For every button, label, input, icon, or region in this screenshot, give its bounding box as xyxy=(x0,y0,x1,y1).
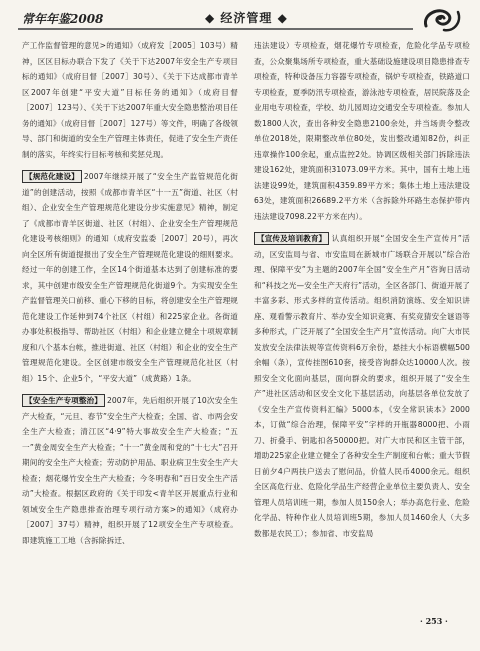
section-publicity-training xyxy=(254,231,470,541)
left-column xyxy=(22,38,238,548)
page-number: · 253 · xyxy=(420,616,448,626)
header-rule xyxy=(18,28,413,30)
right-paragraph-1: 违法建设）专项检查，烟花爆竹专项检查，危险化学品专项检查，公众聚集场所专项检查，重大基础设施建设项目隐患排查专项检查，特种设备压力容器专项检查，锅炉专项检查，铁路道口专项检查，夏季防汛专项检查，游泳池专项检查，居民院落及企业用电专项检查，学校、幼儿园周边交通安全专项检查。参加人数1800人次，查出各种安全隐患2100余处，并当场责令整改单位2018处，限期整改单位80处，发出整改通知82份，纠正违章操作100余起，重点监控2处。协调区级相关部门拆除违法建设162处，建筑面积31073.09平方米。其中，国有土地上违法建设99处，建筑面积4359.89平方米；集体土地上违法建设63处，建筑面积26689.2平方米（含拆除外环路生态保护带内违法建设7098.22平方米在内）。 xyxy=(254,41,470,221)
swirl-logo-icon xyxy=(420,4,464,34)
section-special-rectification-body: 2007年，先后组织开展了10次安全生产大检查，“元旦、春节”安全生产大检查；全国、省、市两会安全生产大检查；清江区“4·9”特大事故安全生产大检查；“五一”黄金周安全生产大检查；“十一”黄金周和党的“十七大”召开期间的安全生产大检查；劳动防护用品、职业病卫生安全生产大检查；烟花爆竹安全生产大检查；今冬明春和“百日安全生产活动”大检查。根据区政府的《关于印发<青羊区开展重点行业和领域安全生产隐患排查治理专项行动方案>的通知》（成府办［2007］37号）精神，组织开展了12项安全生产专项检查。即建筑施工工地（含拆除拆迁、 xyxy=(22,396,238,545)
right-column xyxy=(254,38,470,541)
yearbook-title: 常年年鉴2008 xyxy=(22,12,104,26)
section-special-rectification xyxy=(22,393,238,548)
section-standardization-title: 【规范化建设】 xyxy=(22,170,82,183)
section-publicity-training-title: 【宣传及培训教育】 xyxy=(254,232,329,245)
section-standardization xyxy=(22,169,238,386)
left-paragraph-1: 产工作监督管理的意见>的通知》（成府发［2005］103号）精神，区区目标办联合下发了《关于下达2007年安全生产专项目标的通知》（成府目督［2007］30号）、《关于下达成都市青羊区2007年创建“平安大道”目标任务的通知》（成府目督［2007］123号）、《关于下达2007年重大安全隐患整治项目任务的通知》（成府目督［2007］127号）等文件，明确了各级领导、部门和街道的安全生产管理主体责任，促进了安全生产责任制的落实，年终实行目标考核和奖惩兑现。 xyxy=(22,41,238,159)
page-header xyxy=(0,0,480,36)
section-publicity-training-body: 认真组织开展“全国安全生产宣传月”活动，区安监局与省、市安监局在新城市广场联合开展以“综合治理、保障平安”为主题的2007年全国“安全生产月”咨询日活动和“科技之光—安全生产天府行”活动，全区各部门、街道开展了丰富多彩、形式多样的宣传活动。组织消防演练、安全知识讲座、观看警示教育片、举办安全知识竞赛、有奖竞猜安全谜语等多种形式，广泛开展了“全国安全生产月”宣传活动。向广大市民发放安全法律法规等宣传资料6万余份，悬挂大小标语横幅500余幅（条），宣传挂图610套，接受咨询群众达10000人次。按照安全文化面向基层，面向群众的要求，组织开展了“安全生产”进社区活动和区安全文化下基层活动，向基层各单位发放了《安全生产宣传资料汇编》5000本，《安全常识读本》2000本，订做“综合治理，保障平安”字样的开瓶器8000把、小雨刀、折叠手、钥匙扣各50000把。对广大市民和区主管干部，增助225家企业建立健全了各种安全生产制度和台帐；重大节假日前夕4户两扶户送去了慰问品，价值人民币4000余元。组织全区高危行业、危险化学品生产经营企业单位主要负责人、安全管理人员培训班一期，参加人员150余人；举办高危行业、危险化学品、特种作业人员培训班5期，参加人员1460余人（大多数都是农民工）；参加省、市安监局 xyxy=(254,234,470,538)
section-title: ◆ 经济管理 ◆ xyxy=(205,11,288,25)
section-standardization-body: 2007年继续开展了“安全生产监管规范化街道”的创建活动，按照《成都市青羊区“十一五”街道、社区（村组）、企业安全生产管理规范化建设分步实施意见》精神，制定了《成都市青羊区街道、社区（村组）、企业安全生产管理规范化建设考核细则》的通知（成府安监委［2007］20号），再次向全区所有街道提报出了安全生产管理规范化建设的细则要求。经过一年的创建工作，全区14个街道基本达到了创建标准的要求，其中创建市级安全生产管理规范化街道9个。为实现安全生产监督管理关口前移、重心下移的目标，将创建安全生产管理规范化建设工作延伸到74个社区（村组）和225家企业。各街道办事处积极指导、帮助社区（村组）和企业建立健全十项规章制度和八个基本台帐，推进街道、社区（村组）和企业的安全生产管理规范化建设。全区创建市级安全生产管理规范化社区（村组）15个、企业5个，“平安大道”（成黄路）1条。 xyxy=(22,172,238,383)
section-special-rectification-title: 【安全生产专项整治】 xyxy=(22,394,105,407)
